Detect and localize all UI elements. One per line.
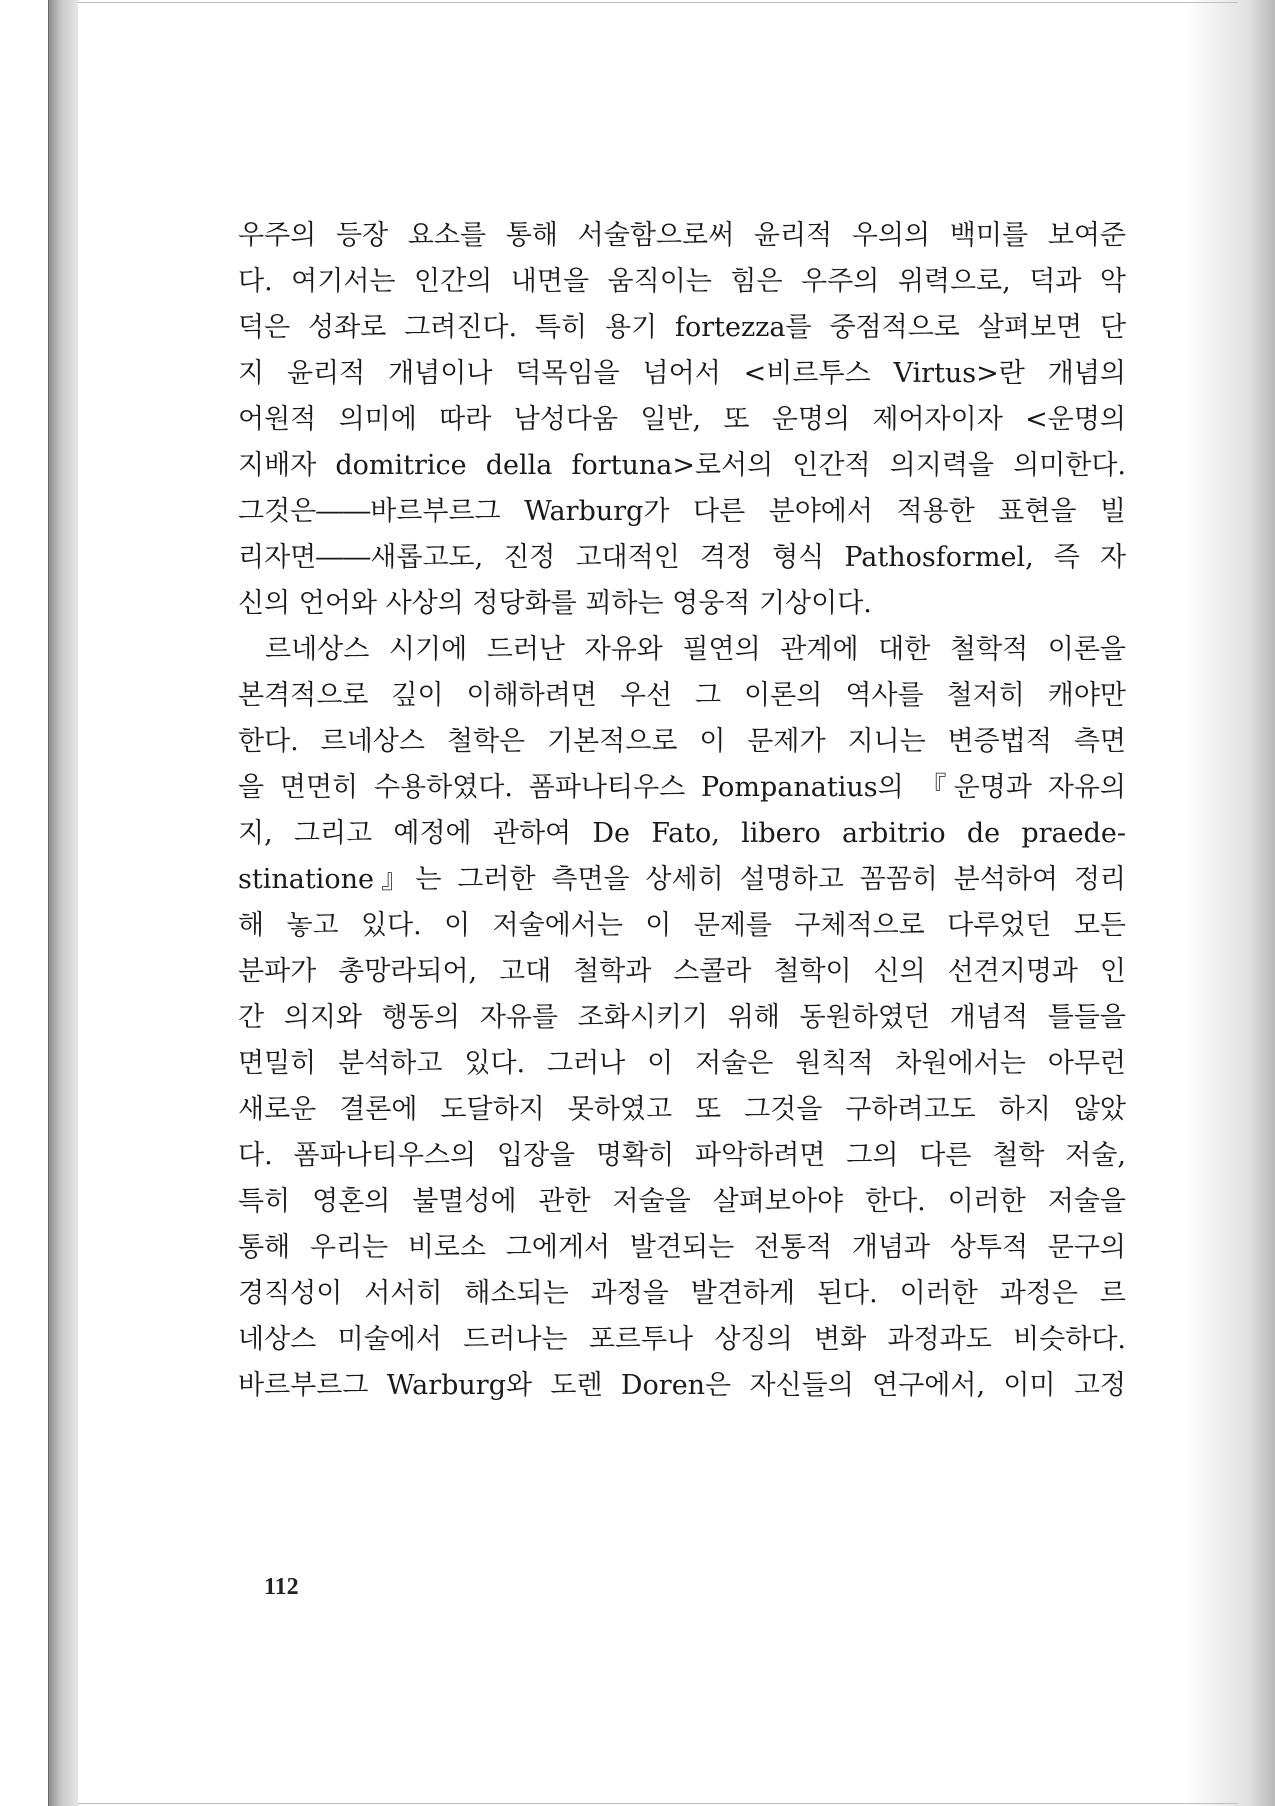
text-line: 다. 여기서는 인간의 내면을 움직이는 힘은 우주의 위력으로, 덕과 악 [238, 266, 1126, 297]
text-line: 네상스 미술에서 드러나는 포르투나 상징의 변화 과정과도 비슷하다. [238, 1324, 1126, 1355]
text-line: 다. 폼파나티우스의 입장을 명확히 파악하려면 그의 다른 철학 저술, [238, 1140, 1126, 1171]
page-shadow [1185, 0, 1275, 1806]
text-line: 면밀히 분석하고 있다. 그러나 이 저술은 원칙적 차원에서는 아무런 [238, 1048, 1126, 1079]
text-line: 한다. 르네상스 철학은 기본적으로 이 문제가 지니는 변증법적 측면 [238, 726, 1126, 757]
text-line: 통해 우리는 비로소 그에게서 발견되는 전통적 개념과 상투적 문구의 [238, 1232, 1126, 1263]
text-line: 덕은 성좌로 그려진다. 특히 용기 fortezza를 중점적으로 살펴보면 단 [238, 312, 1126, 343]
page-number: 112 [264, 1574, 299, 1600]
text-line: 특히 영혼의 불멸성에 관한 저술을 살펴보아야 한다. 이러한 저술을 [238, 1186, 1126, 1217]
text-line: 지배자 domitrice della fortuna>로서의 인간적 의지력을 의미한다. [238, 450, 1126, 481]
paragraph-first-line: 르네상스 시기에 드러난 자유와 필연의 관계에 대한 철학적 이론을 [265, 634, 1126, 665]
text-line: stinatione』는 그러한 측면을 상세히 설명하고 꼼꼼히 분석하여 정리 [238, 864, 1126, 895]
text-line: 신의 언어와 사상의 정당화를 꾀하는 영웅적 기상이다. [238, 588, 872, 619]
text-line: 새로운 결론에 도달하지 못하였고 또 그것을 구하려고도 하지 않았 [238, 1094, 1126, 1125]
text-line: 우주의 등장 요소를 통해 서술함으로써 윤리적 우의의 백미를 보여준 [238, 220, 1126, 251]
text-line: 지, 그리고 예정에 관하여 De Fato, libero arbitrio de praede- [238, 818, 1126, 849]
text-line: 분파가 총망라되어, 고대 철학과 스콜라 철학이 신의 선견지명과 인 [238, 956, 1126, 987]
text-line: 간 의지와 행동의 자유를 조화시키기 위해 동원하였던 개념적 틀들을 [238, 1002, 1126, 1033]
text-line: 경직성이 서서히 해소되는 과정을 발견하게 된다. 이러한 과정은 르 [238, 1278, 1126, 1309]
text-line: 을 면면히 수용하였다. 폼파나티우스 Pompanatius의 『운명과 자유의 [238, 772, 1126, 803]
book-spine-edge [48, 0, 79, 1806]
text-line: 바르부르그 Warburg와 도렌 Doren은 자신들의 연구에서, 이미 고정 [238, 1370, 1126, 1401]
body-text [238, 213, 1126, 1409]
text-line: 리자면――새롭고도, 진정 고대적인 격정 형식 Pathosformel, 즉 자 [238, 542, 1126, 573]
text-line: 지 윤리적 개념이나 덕목임을 넘어서 <비르투스 Virtus>란 개념의 [238, 358, 1126, 389]
text-line: 해 놓고 있다. 이 저술에서는 이 문제를 구체적으로 다루었던 모든 [238, 910, 1126, 941]
text-line: 그것은――바르부르그 Warburg가 다른 분야에서 적용한 표현을 빌 [238, 496, 1126, 527]
text-line: 어원적 의미에 따라 남성다움 일반, 또 운명의 제어자이자 <운명의 [238, 404, 1126, 435]
text-line: 본격적으로 깊이 이해하려면 우선 그 이론의 역사를 철저히 캐야만 [238, 680, 1126, 711]
